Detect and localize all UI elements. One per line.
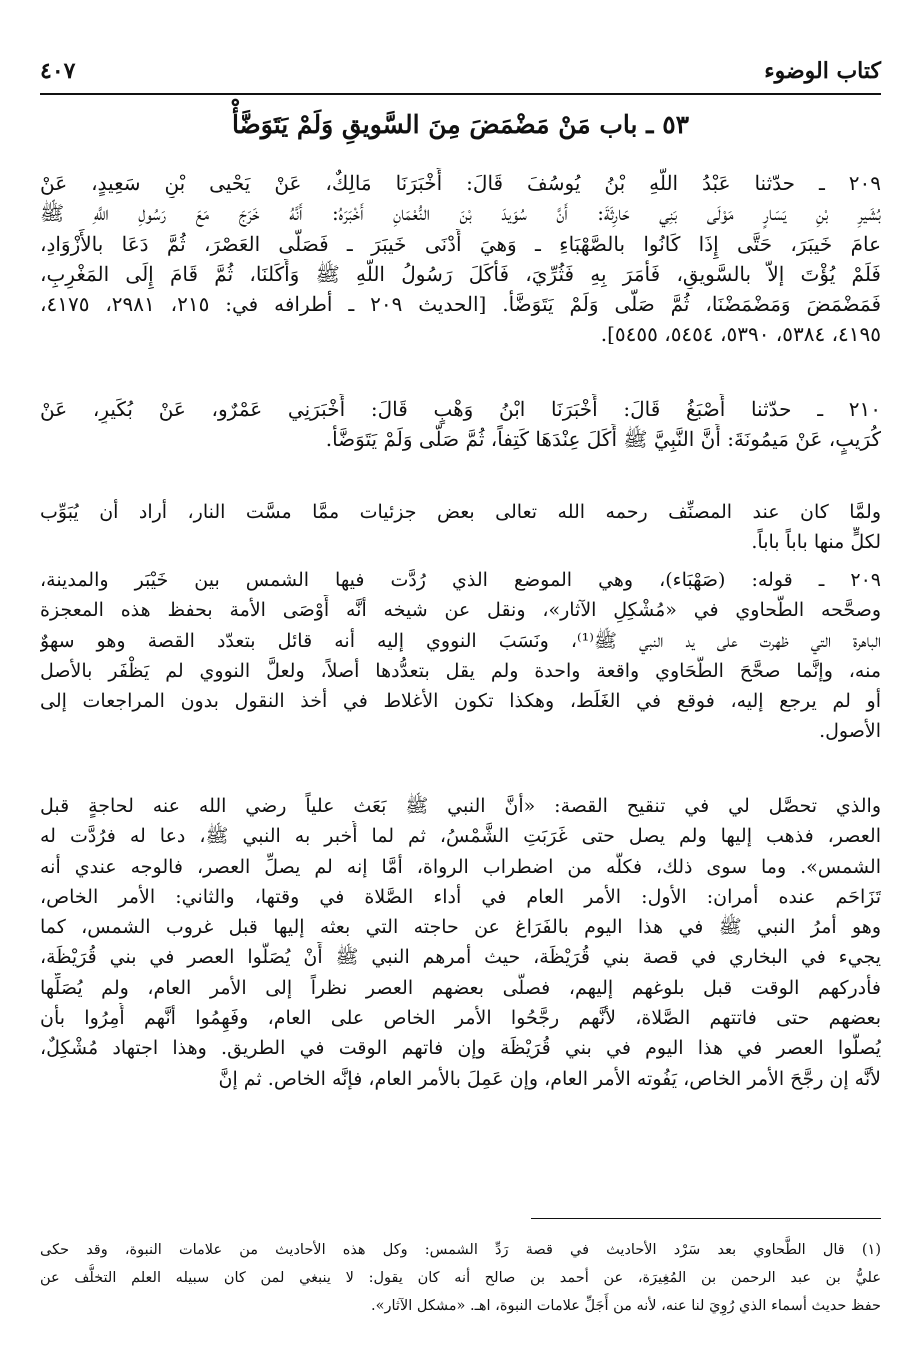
text-line: فَمَضْمَضَ وَمَضْمَضْنَا، ثُمَّ صَلَّى وَلَمْ يَتَوَضَّأْ. [الحديث ٢٠٩ ـ أطرافه في: ٢١٥، ٢٩٨١، ٤١٧٥، — [40, 292, 881, 317]
text-line: ٢١٠ ـ حدّثنا أَصْبَغُ قَالَ: أَخْبَرَنَا ابْنُ وَهْبٍ قَالَ: أَخْبَرَنِي عَمْرٌو، عَنْ بُكَيرٍ، عَنْ — [40, 397, 881, 421]
text-line: حفظ حديث أسماء الذي رُوِيَ لنا عنه، لأنه من أَجَلِّ علامات النبوة، اهـ. «مشكل الآثار». — [371, 1298, 881, 1314]
text-line: كُرَيبٍ، عَنْ مَيمُونَةَ: أَنَّ النَّبِيَّ ﷺ أَكَلَ عِنْدَهَا كَتِفاً، ثُمَّ صَلَّى وَلَمْ يَتَوَضَّأْ. — [325, 427, 881, 452]
text-line: ٤١٩٥، ٥٣٨٤، ٥٣٩٠، ٥٤٥٤، ٥٤٥٥]. — [600, 322, 881, 347]
text-line: الباهرة التي ظهرت على يد النبي ﷺ⁽¹⁾، ونَسَبَ النووي إليه أنه قائل بتعدّد القصة وهو سهوٌ — [40, 629, 881, 652]
footnote-rule — [531, 1218, 881, 1219]
text-line: تَزَاحَم عنده أمران: الأول: الأمر العام في أداء الصَّلاة في وقتها، والثاني: الأمر الخاص، — [40, 885, 881, 908]
text-line: عامَ خَيبَرَ، حَتَّى إِذَا كَانُوا بالصَّهْبَاءِ ـ وَهيَ أَدْنَى خَيبَرَ ـ فَصَلَّى العَصْرَ، ثُمَّ دَعَا بالأَزْوَادِ، — [40, 231, 881, 256]
text-line: بُشَيرِ بْنِ يَسَارٍ مَوْلَى بَنِي حَارِثَةَ: أَنَّ سُوَيدَ بْنَ النُّعْمَانِ أَخْبَرَهُ: أَنَّهُ خَرَجَ مَعَ رَسُولِ اللَّهِ ﷺ — [40, 201, 881, 226]
text-line: ولمَّا كان عند المصنِّف رحمه الله تعالى بعض جزئيات ممَّا مسَّت النار، أراد أن يُبَوِّب — [40, 501, 881, 523]
chapter-title: ٥٣ ـ باب مَنْ مَضْمَضَ مِنَ السَّويقِ وَلَمْ يَتَوَضَّأْ — [231, 110, 690, 139]
text-line: ٢٠٩ ـ قوله: (صَهْبَاء)، وهي الموضع الذي رُدَّت فيها الشمس بين خَيْبَر والمدينة، — [40, 569, 881, 591]
text-line: وهو أمرُ النبي ﷺ في هذا اليوم بالفَرَاغ عن حاجته التي بعثه إليها قبل غروب الشمس، كما — [40, 916, 881, 939]
commentary-main — [40, 791, 881, 1094]
text-line: بعضهم حتى فاتتهم الصَّلاة، لأنَّهم رجَّحُوا الأمر الخاص على العام، وفَهِمُوا أنَّهم أُمِرُوا بأن — [40, 1007, 881, 1030]
commentary-209 — [40, 565, 881, 747]
commentary-intro — [40, 497, 881, 558]
header-rule — [40, 93, 881, 95]
text-line: وصحَّحه الطَّحاوي في «مُشْكِلِ الآثار»، ونقل عن شيخه أنَّه أَوْصَى الأمة بحفظ هذه المعجزة — [40, 599, 881, 622]
text-line: فَلَمْ يُؤْتَ إلاّ بالسَّويقِ، فَأَمَرَ بِهِ فَثُرِّيَ، فَأَكَلَ رَسُولُ اللَّهِ ﷺ وَأَكَلنَا، ثُمَّ قَامَ إِلَى المَغْرِبِ، — [40, 261, 881, 286]
book-title: كتاب الوضوء — [764, 58, 881, 84]
text-line: أو لم يرجع إليه، فوقع في الغَلَط، وهكذا تكون الأغلاط في أخذ النقول بدون المراجعات إلى — [40, 690, 881, 713]
text-line: الشمس». وما سوى ذلك، فكلُّه من اضطراب الرواة، أمَّا إنه لم يصلِّ العصر، فالوجه عندي أنه — [40, 855, 881, 878]
text-line: (١) قال الطَّحاوي بعد سَرْد الأحاديث في قصة رَدِّ الشمس: وكل هذه الأحاديث من علامات النبوة، وقد حكى — [40, 1242, 881, 1258]
text-line: عليُّ بن عبد الرحمن بن المُغِيرَة، عن أحمد بن صالح أنه كان يقول: لا ينبغي لمن كان سبيله العلم التخلُّف عن — [40, 1270, 881, 1286]
text-line: الأصول. — [819, 720, 881, 743]
hadith-209 — [40, 168, 881, 350]
text-line: لأنَّه إن رجَّحَ الأمر الخاص، يَفُوته الأمر العام، وإن عَمِلَ بالأمر العام، فإنَّه الخاص. ثم إنَّ — [218, 1067, 881, 1090]
page-number: ٤٠٧ — [40, 58, 76, 84]
text-line: ٢٠٩ ـ حدّثنا عَبْدُ اللَّهِ بْنُ يُوسُفَ قَالَ: أَخْبَرَنَا مَالِكٌ، عَنْ يَحْيى بْنِ سَعِيدٍ، عَنْ — [40, 171, 881, 195]
text-line: لكلٍّ منها باباً باباً. — [751, 531, 881, 554]
hadith-210 — [40, 394, 881, 455]
text-line: العصر، فذهب إليها ولم يصل حتى غَرَبَتِ الشَّمْسُ، ثم لما أُخبر به النبي ﷺ، دعا له فرُدَّت له — [40, 825, 881, 848]
text-line: والذي تحصَّل لي في تنقيح القصة: «أنَّ النبي ﷺ بَعَث علياً رضي الله عنه لحاجةٍ قبل — [40, 795, 881, 817]
text-line: فأدركهم الوقت قبل بلوغهم إليهم، فصلَّى بعضهم العصر نظراً إلى الأمر العام، ولم يُصَلِّها — [40, 976, 881, 999]
text-line: يُصلُّوا العصر في هذا اليوم في بني قُرَيْظَة وإن فاتهم الوقت في الطريق. وهذا اجتهاد مُشْكِلٌ، — [40, 1037, 881, 1060]
text-line: يجيء في البخاري في قصة بني قُرَيْظَة، حيث أمرهم النبي ﷺ أَنْ يُصَلُّوا العصر في بني قُرَيْظَة، — [40, 946, 881, 969]
running-header — [40, 58, 881, 90]
text-line: منه، وإنَّما صحَّحَ الطَّحَاوي واقعة واحدة ولم يقل بتعدُّدها أصلاً، ولعلَّ النووي لم يَظْفَر بالأصل — [40, 659, 881, 682]
footnotes — [40, 1236, 881, 1320]
